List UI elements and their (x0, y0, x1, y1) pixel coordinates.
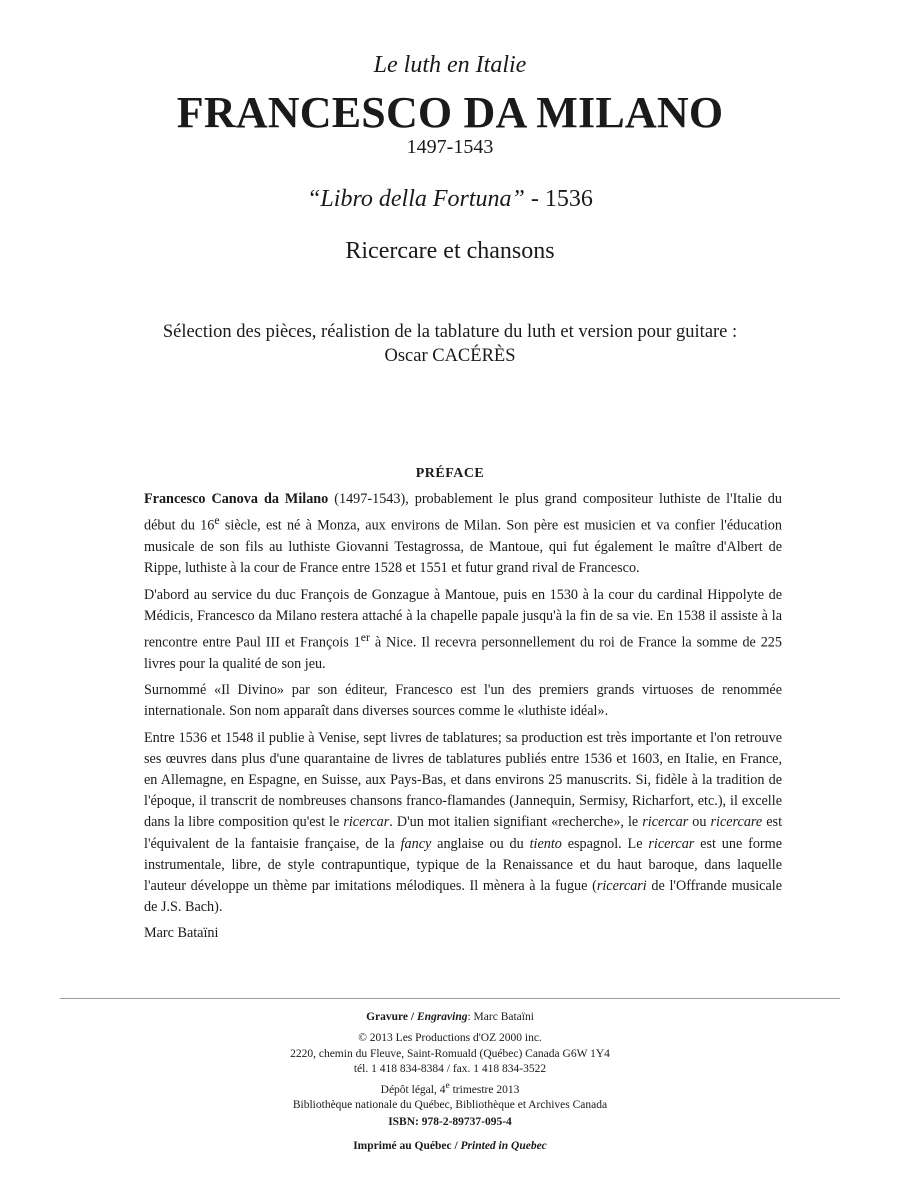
composer-dates: 1497-1543 (406, 136, 494, 158)
italic-term: ricercare (710, 814, 763, 831)
engraving-label: Gravure / (366, 1011, 417, 1023)
preface-heading: PRÉFACE (415, 466, 485, 481)
text-run: est une forme instrumentale, libre, de style contrapuntique, typique de la Renaissance et du haut baroque, dans laquelle l'auteur développe un thème par imitations mélodiques. Il mènera à la fugue ( (144, 835, 782, 894)
publisher-block (0, 1031, 900, 1078)
arrangement-credit (0, 320, 900, 368)
address-line: 2220, chemin du Fleuve, Saint-Romuald (Québec) Canada G6W 1Y4 (290, 1047, 610, 1060)
copyright-line: © 2013 Les Productions d'OZ 2000 inc. (358, 1032, 542, 1044)
preface-paragraph (144, 728, 782, 919)
deposit-line (0, 1078, 900, 1098)
collection-subtitle: Le luth en Italie (373, 52, 527, 78)
text-run: anglaise ou du (431, 835, 530, 852)
book-title-line (0, 186, 900, 213)
italic-term: fancy (400, 835, 432, 852)
divider (60, 998, 840, 999)
composer-full-name: Francesco Canova da Milano (144, 491, 329, 507)
text-run: trimestre 2013 (449, 1083, 520, 1096)
italic-term: ricercar (343, 814, 390, 831)
text-run: Dépôt légal, 4 (380, 1083, 446, 1096)
phone-line: tél. 1 418 834-8384 / fax. 1 418 834-3522 (353, 1063, 547, 1075)
engraver-name: : Marc Bataïni (467, 1011, 534, 1023)
works-title: Ricercare et chansons (345, 238, 555, 264)
credit-line: Sélection des pièces, réalistion de la tablature du luth et version pour guitare : (162, 322, 738, 342)
composer-name: FRANCESCO DA MILANO (176, 88, 724, 137)
text-run: est l'équivalent de la fantaisie française, de la (144, 814, 783, 852)
preface-paragraph: Surnommé «Il Divino» par son éditeur, Francesco est l'un des premiers grands virtuoses de renommée internationale. Son nom apparaît dans diverses sources comme le «luthiste idéal». (144, 682, 782, 720)
legal-deposit-block (0, 1078, 900, 1114)
superscript: e (214, 513, 220, 528)
superscript: er (360, 629, 370, 644)
text-run: ou (688, 814, 711, 831)
preface-signature: Marc Bataïni (144, 925, 219, 942)
text-run: Entre 1536 et 1548 il publie à Venise, sept livres de tablatures; sa production est très importante et l'on retrouve ses œuvres dans plus d'une quarantaine de livres de tablatures publiés entre 1536 et 1603, en Italie, en France, en Allemagne, en Espagne, en Suisse, aux Pays-Bas, et dans environs 25 manuscrits. Si, fidèle à la tradition de l'époque, il transcrit de nombreuses chansons franco-flamandes (Jannequin, Sermisy, Richarfort, etc.), il excelle dans la libre composition qu'est le (144, 729, 782, 831)
library-line: Bibliothèque nationale du Québec, Bibliothèque et Archives Canada (292, 1099, 608, 1112)
preface-paragraph (144, 489, 782, 580)
text-run: (1497-1543), probablement le plus grand compositeur luthiste de l'Italie du début du 16 (144, 491, 782, 534)
book-year: - 1536 (524, 186, 593, 212)
printed-fr: Imprimé au Québec / (353, 1140, 461, 1152)
text-run: espagnol. Le (561, 835, 649, 852)
printed-in (0, 1139, 900, 1155)
credit-name: Oscar CACÉRÈS (384, 346, 516, 366)
printed-en: Printed in Quebec (460, 1140, 547, 1152)
italic-term: ricercar (642, 814, 689, 831)
italic-term: tiento (529, 835, 562, 852)
text-run: D'abord au service du duc François de Gonzague à Mantoue, puis en 1530 à la cour du cardinal Hippolyte de Médicis, Francesco da Milano restera attaché à la chapelle papale jusqu'à la fin de sa vie. En 1538 il assiste à la rencontre entre Paul III et François 1 (144, 586, 782, 651)
italic-term: ricercar (648, 835, 695, 852)
text-run: siècle, est né à Monza, aux environs de Milan. Son père est musicien et va confier l'éducation musicale de son fils au luthiste Giovanni Testagrossa, de Mantoue, qui fut également le maître d'Albert de Rippe, luthiste à la cour de France entre 1528 et 1551 et futur grand rival de Francesco. (144, 517, 782, 577)
text-run: de l'Offrande musicale de J.S. Bach). (144, 877, 782, 916)
preface-body (144, 489, 782, 950)
isbn: ISBN: 978-2-89737-095-4 (388, 1116, 512, 1128)
engraving-credit (0, 1010, 900, 1026)
text-run: à Nice. Il recevra personnellement du roi de France la somme de 225 livres pour la qualité de son jeu. (144, 634, 782, 672)
book-title: “Libro della Fortuna” (307, 186, 525, 212)
engraving-label-en: Engraving (416, 1011, 468, 1023)
preface-paragraph (144, 585, 782, 676)
superscript: e (445, 1080, 450, 1091)
text-run: . D'un mot italien signifiant «recherche», le (389, 814, 643, 831)
italic-term: ricercari (596, 877, 647, 894)
